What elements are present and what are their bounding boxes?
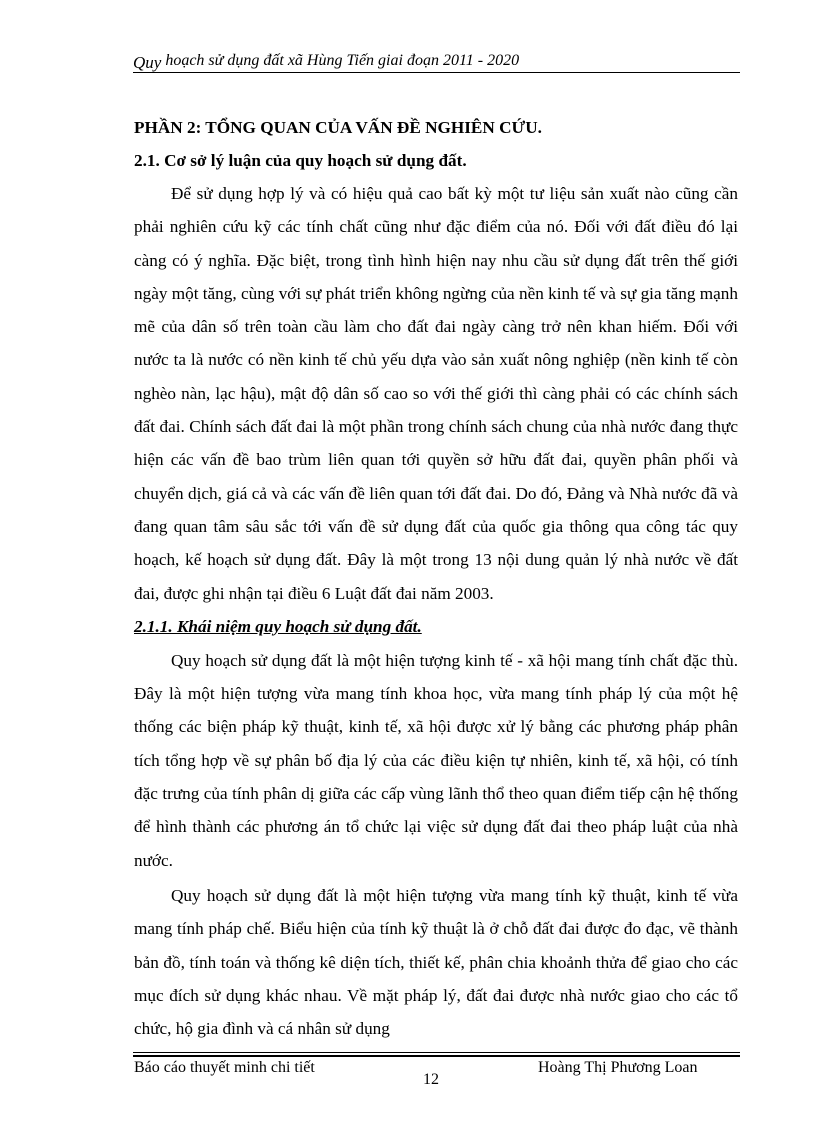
part-heading: PHẦN 2: TỔNG QUAN CỦA VẤN ĐỀ NGHIÊN CỨU. xyxy=(134,118,542,137)
page-number: 12 xyxy=(423,1071,439,1088)
running-header xyxy=(133,48,740,72)
subsection-heading: 2.1.1. Khái niệm quy hoạch sử dụng đất. xyxy=(134,616,422,636)
page-body xyxy=(134,112,738,1045)
header-title-prefix: Quy xyxy=(133,53,162,72)
section-heading: 2.1. Cơ sở lý luận của quy hoạch sử dụng đất. xyxy=(134,151,467,170)
paragraph-1: Để sử dụng hợp lý và có hiệu quả cao bất kỳ một tư liệu sản xuất nào cũng cần phải nghiên cứu kỹ các tính chất cũng như đặc điểm của nó. Đối với đất điều đó lại càng có ý nghĩa. Đặc biệt, trong tình hình hiện nay nhu cầu sử dụng đất trên thế giới ngày một tăng, cùng với sự phát triển không ngừng của nền kinh tế và sự gia tăng mạnh mẽ của dân số trên toàn cầu làm cho đất đai ngày càng trở nên khan hiếm. Đối với nước ta là nước có nền kinh tế chủ yếu dựa vào sản xuất nông nghiệp (nền kinh tế còn nghèo nàn, lạc hậu), mật độ dân số cao so với thế giới thì càng phải có các chính sách đất đai. Chính sách đất đai là một phần trong chính sách chung của nhà nước đang thực hiện các vấn đề bao trùm liên quan tới quyền sở hữu đất đai, quyền phân phối và chuyển dịch, giá cả và các vấn đề liên quan tới đất đai. Do đó, Đảng và Nhà nước đã và đang quan tâm sâu sắc tới vấn đề sử dụng đất của quốc gia thông qua công tác quy hoạch, kế hoạch sử dụng đất. Đây là một trong 13 nội dung quản lý nhà nước về đất đai, được ghi nhận tại điều 6 Luật đất đai năm 2003. xyxy=(134,184,738,603)
header-rule xyxy=(133,72,740,73)
paragraph-3: Quy hoạch sử dụng đất là một hiện tượng vừa mang tính kỹ thuật, kinh tế vừa mang tính pháp chế. Biểu hiện của tính kỹ thuật là ở chỗ đất đai được đo đạc, vẽ thành bản đồ, tính toán và thống kê diện tích, thiết kế, phân chia khoảnh thửa để giao cho các mục đích sử dụng khác nhau. Về mặt pháp lý, đất đai được nhà nước giao cho các tổ chức, hộ gia đình và cá nhân sử dụng xyxy=(134,885,738,1039)
header-title: hoạch sử dụng đất xã Hùng Tiến giai đoạn 2011 - 2020 xyxy=(165,52,520,69)
footer-author: Hoàng Thị Phương Loan xyxy=(538,1059,698,1076)
paragraph-2: Quy hoạch sử dụng đất là một hiện tượng kinh tế - xã hội mang tính chất đặc thù. Đây là một hiện tượng vừa mang tính khoa học, vừa mang tính pháp lý của một hệ thống các biện pháp kỹ thuật, kinh tế, xã hội được xử lý bằng các phương pháp phân tích tổng hợp về sự phân bố địa lý của các điều kiện tự nhiên, kinh tế, xã hội, có tính đặc trưng của tính phân dị giữa các cấp vùng lãnh thổ theo quan điểm tiếp cận hệ thống để hình thành các phương án tổ chức lại việc sử dụng đất đai theo pháp luật của nhà nước. xyxy=(134,650,738,870)
footer-report-title: Báo cáo thuyết minh chi tiết xyxy=(134,1059,315,1076)
footer-rule-thick xyxy=(133,1055,740,1057)
footer-rule-thin xyxy=(133,1052,740,1053)
